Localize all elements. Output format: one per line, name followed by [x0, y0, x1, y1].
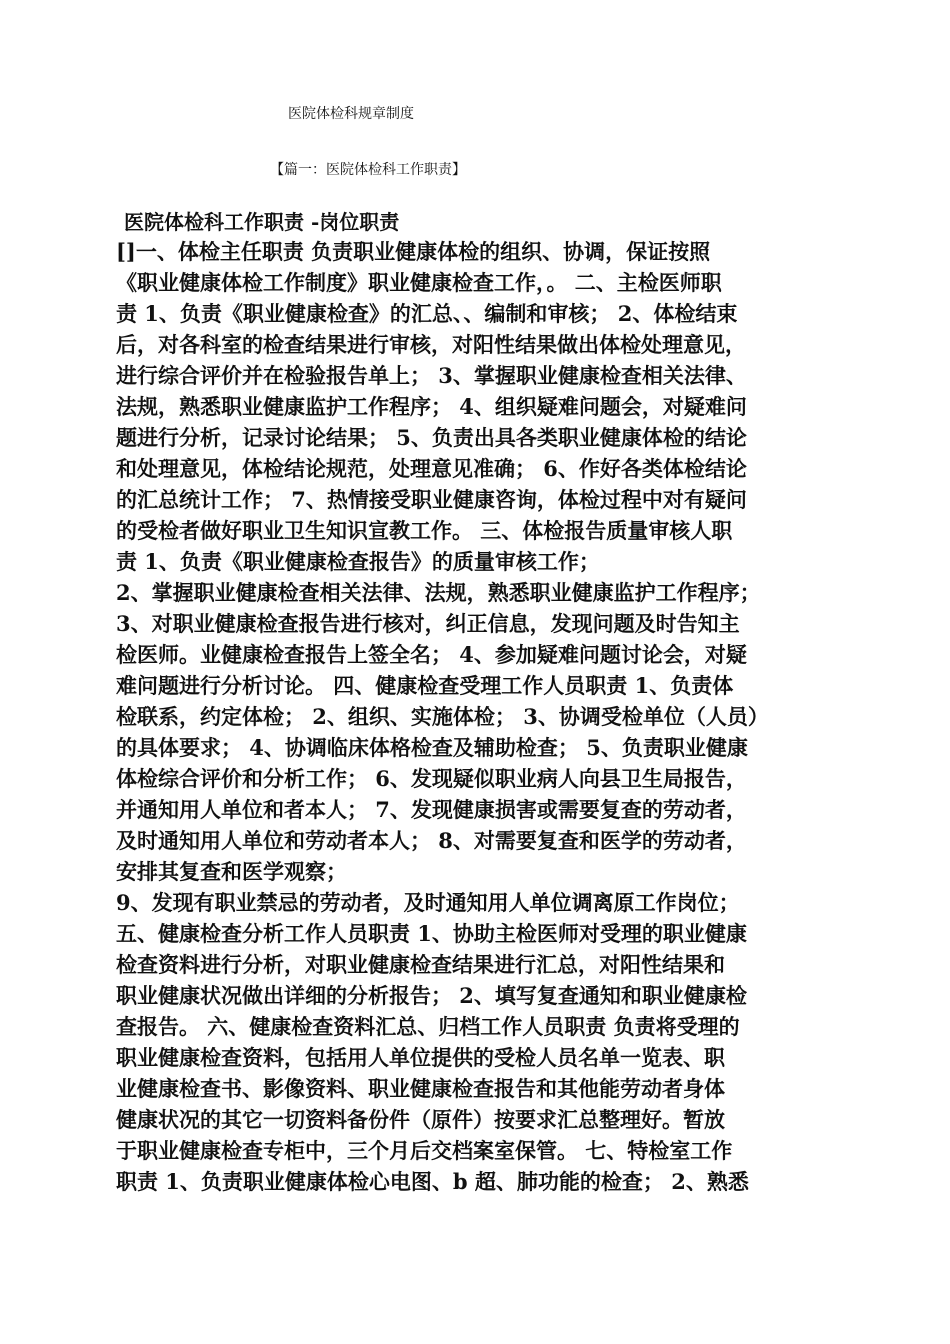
text-line: 健康状况的其它一切资料备份件（原件）按要求汇总整理好。暂放 [116, 1107, 725, 1132]
text-line: 的汇总统计工作； 7、热情接受职业健康咨询，体检过程中对有疑问 [116, 487, 747, 512]
text-line: 安排其复查和医学观察； [116, 859, 347, 884]
text-line: 的受检者做好职业卫生知识宣教工作。 三、体检报告质量审核人职 [116, 518, 733, 543]
text-line: 及时通知用人单位和劳动者本人； 8、对需要复查和医学的劳动者， [116, 828, 747, 853]
document-title: 医院体检科规章制度 [288, 106, 414, 122]
text-line: 3、对职业健康检查报告进行核对，纠正信息，发现问题及时告知主 [116, 611, 740, 636]
text-line: 业健康检查书、影像资料、职业健康检查报告和其他能劳动者身体 [116, 1076, 725, 1101]
text-line: 2、掌握职业健康检查相关法律、法规，熟悉职业健康监护工作程序； [116, 580, 761, 605]
section-heading: 医院体检科工作职责 -岗位职责 [124, 210, 400, 234]
text-line: 责 1、负责《职业健康检查报告》的质量审核工作； [116, 549, 600, 574]
text-line: 检联系，约定体检； 2、组织、实施体检； 3、协调受检单位（人员） [116, 704, 769, 729]
text-line: 职业健康状况做出详细的分析报告； 2、填写复查通知和职业健康检 [116, 983, 747, 1008]
text-line: 9、发现有职业禁忌的劳动者，及时通知用人单位调离原工作岗位； [116, 890, 740, 915]
text-line: 《职业健康体检工作制度》职业健康检查工作，。 二、主检医师职 [116, 270, 722, 295]
body-text [116, 236, 846, 1197]
text-line: 五、健康检查分析工作人员职责 1、协助主检医师对受理的职业健康 [116, 921, 747, 946]
text-line: 检查资料进行分析，对职业健康检查结果进行汇总，对阳性结果和 [116, 952, 725, 977]
text-line: 法规，熟悉职业健康监护工作程序； 4、组织疑难问题会，对疑难问 [116, 394, 747, 419]
text-line: 进行综合评价并在检验报告单上； 3、掌握职业健康检查相关法律、 [116, 363, 747, 388]
text-line: 查报告。 六、健康检查资料汇总、归档工作人员职责 负责将受理的 [116, 1014, 740, 1039]
text-line: 责 1、负责《职业健康检查》的汇总、、编制和审核； 2、体检结束 [116, 301, 738, 326]
text-line: 和处理意见，体检结论规范，处理意见准确； 6、作好各类体检结论 [116, 456, 747, 481]
text-line: 于职业健康检查专柜中，三个月后交档案室保管。 七、特检室工作 [116, 1138, 733, 1163]
text-line: 职业健康检查资料，包括用人单位提供的受检人员名单一览表、职 [116, 1045, 725, 1070]
text-line: 检医师。业健康检查报告上签全名； 4、参加疑难问题讨论会，对疑 [116, 642, 747, 667]
document-subtitle: 【篇一：医院体检科工作职责】 [270, 162, 466, 178]
text-line: 后，对各科室的检查结果进行审核，对阳性结果做出体检处理意见， [116, 332, 746, 357]
text-line: 题进行分析，记录讨论结果； 5、负责出具各类职业健康体检的结论 [116, 425, 747, 450]
text-line: 职责 1、负责职业健康体检心电图、b 超、肺功能的检查； 2、熟悉 [116, 1169, 749, 1194]
text-line: 难问题进行分析讨论。 四、健康检查受理工作人员职责 1、负责体 [116, 673, 734, 698]
text-line: []一、体检主任职责 负责职业健康体检的组织、协调，保证按照 [116, 239, 711, 264]
text-line: 体检综合评价和分析工作； 6、发现疑似职业病人向县卫生局报告， [116, 766, 747, 791]
text-line: 的具体要求； 4、协调临床体格检查及辅助检查； 5、负责职业健康 [116, 735, 748, 760]
text-line: 并通知用人单位和者本人； 7、发现健康损害或需要复查的劳动者， [116, 797, 747, 822]
